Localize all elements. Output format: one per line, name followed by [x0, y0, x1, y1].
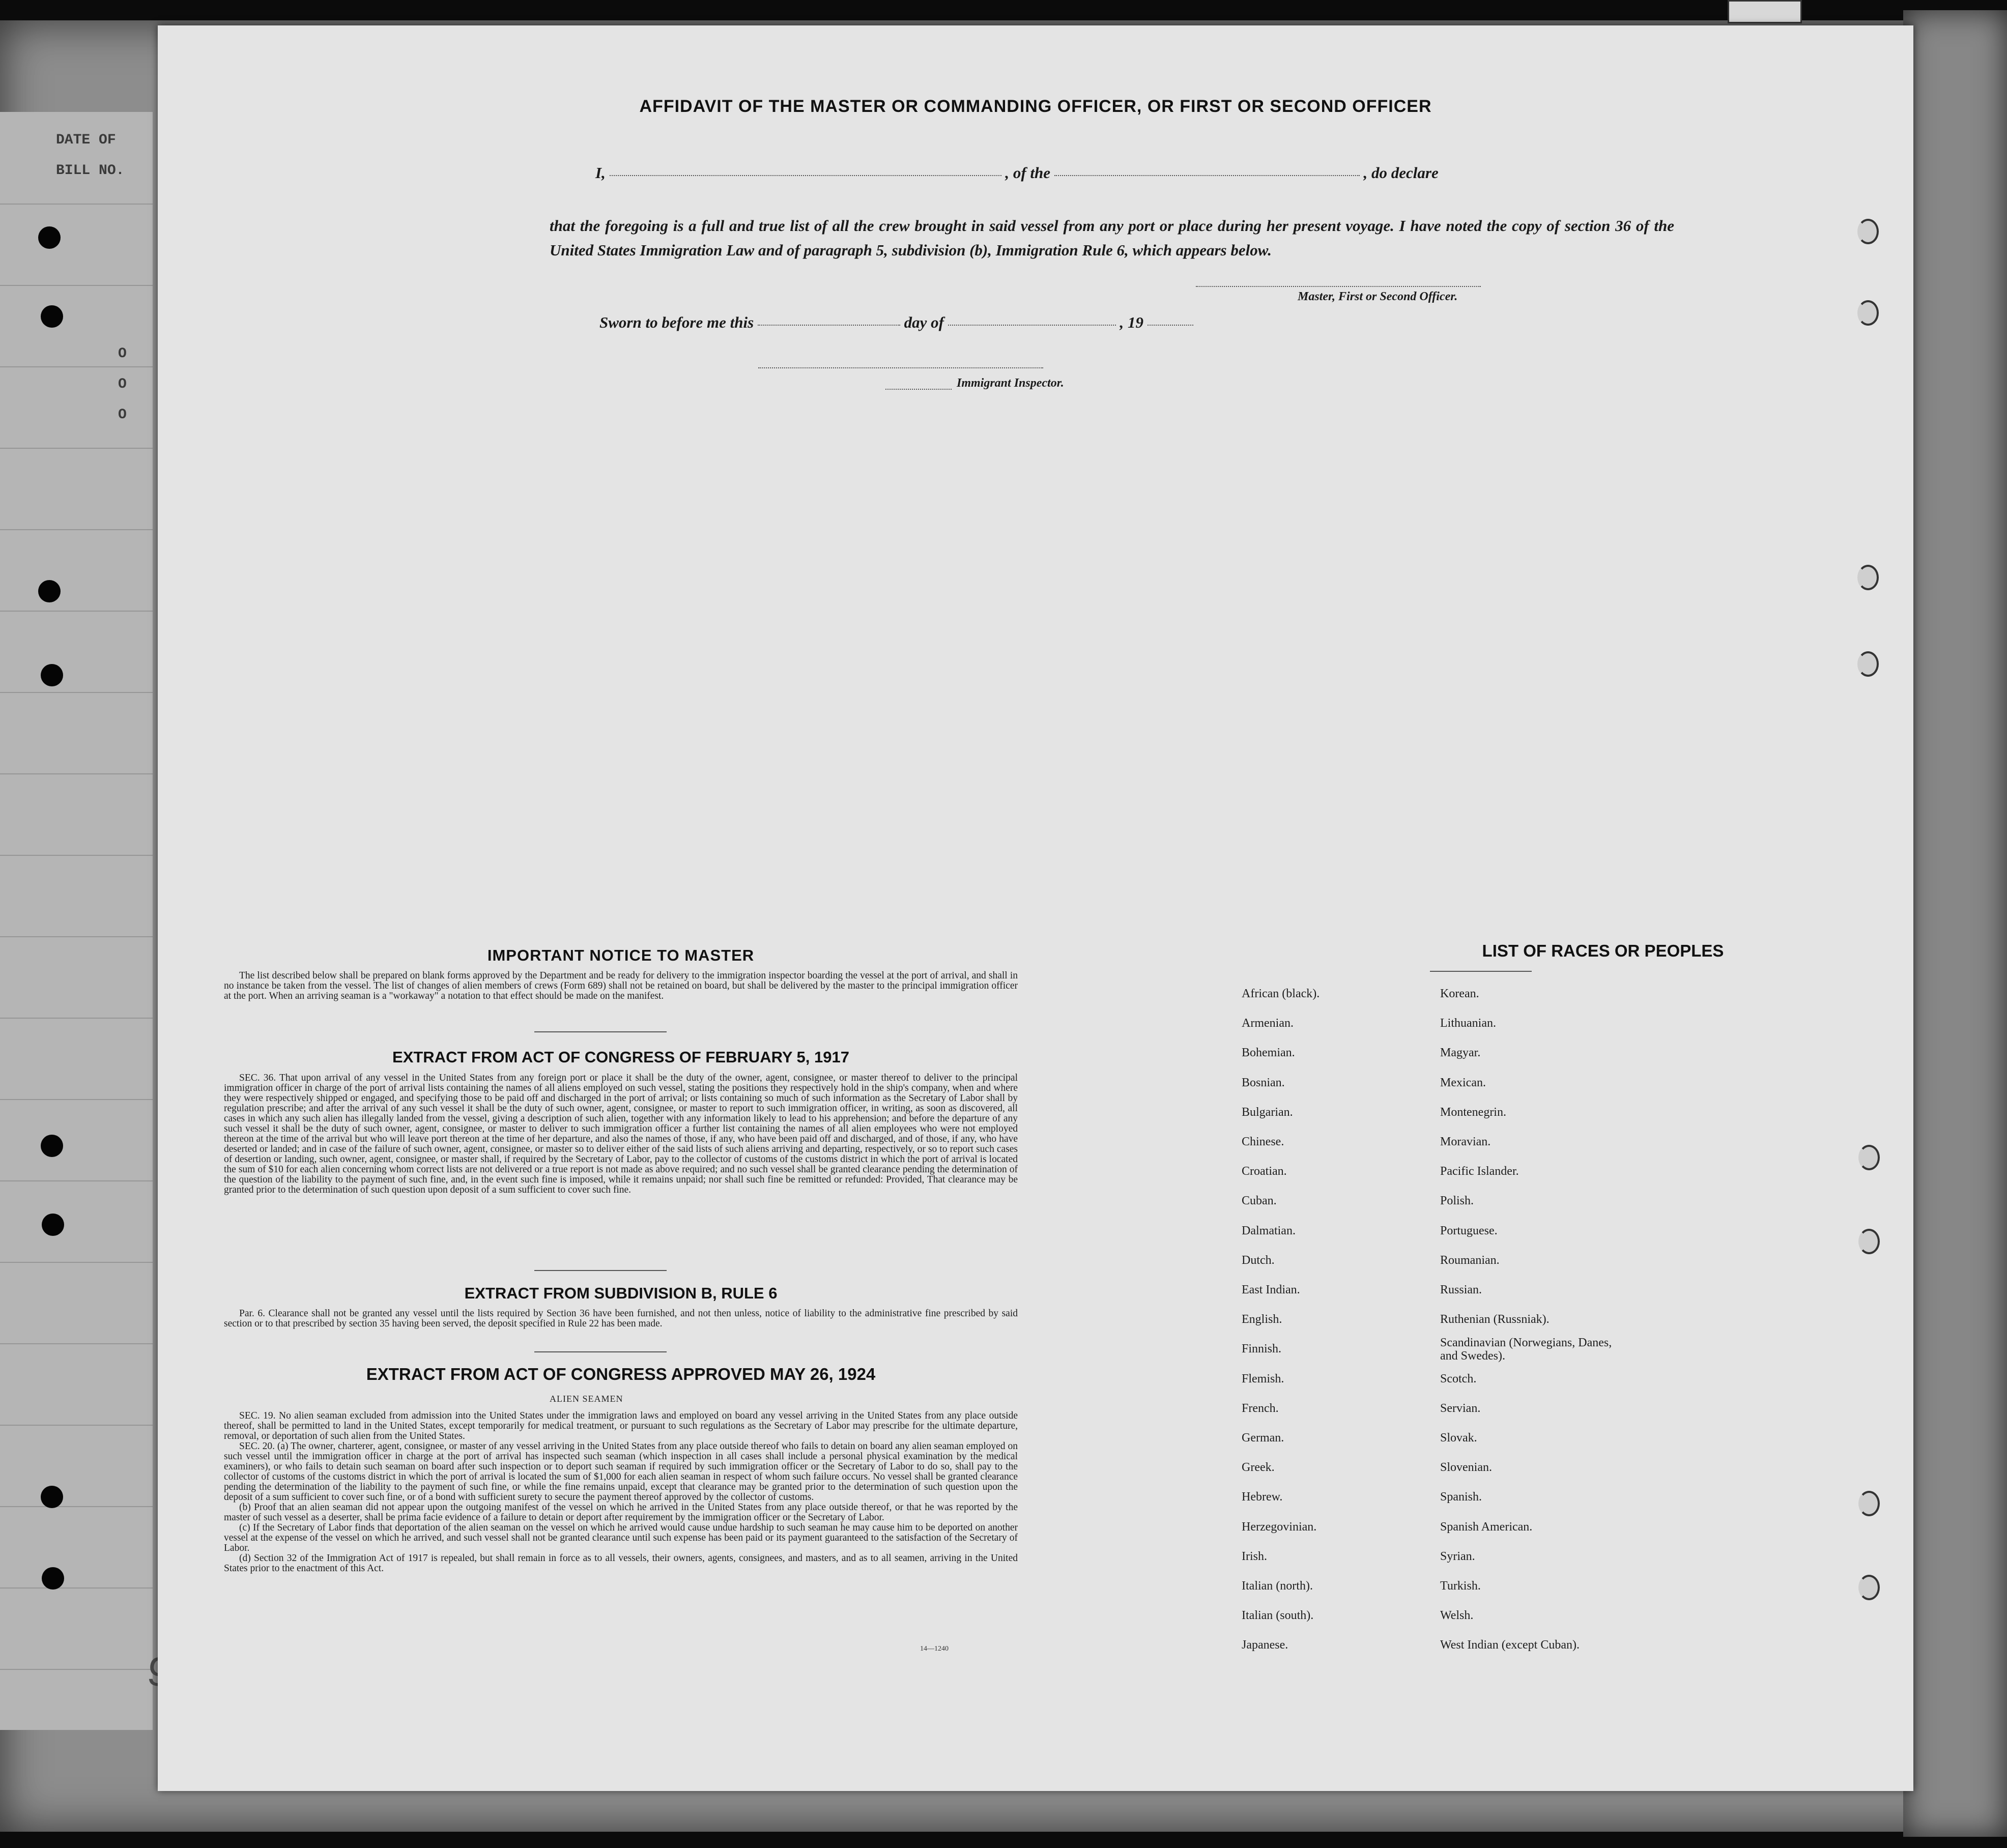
race-item: Ruthenian (Russniak).: [1440, 1313, 1550, 1326]
race-item: Bohemian.: [1242, 1046, 1295, 1060]
punch-hole: [42, 1214, 64, 1236]
race-item: Hebrew.: [1242, 1490, 1283, 1504]
race-item: Finnish.: [1242, 1342, 1282, 1356]
affidavit-first-line: [595, 164, 1439, 182]
race-item: Mexican.: [1440, 1076, 1486, 1089]
sworn-year-blank[interactable]: [1148, 323, 1193, 326]
notice-paragraph: The list described below shall be prepared on blank forms approved by the Department and be ready for delivery to the immigration inspector boarding the vessel at the port of arrival, and shall in no instance be taken from the vessel. The list of changes of alien members of crews (Form 689) shall not be retained on board, but shall be delivered by the master to the principal immigration officer at the port. When an arriving seaman is a "workaway" a notation to that effect should be made on the manifest.: [224, 970, 1018, 1001]
left-adjacent-page: [0, 112, 153, 1730]
right-punch-hole: [1858, 1229, 1880, 1254]
right-adjacent-page: [1903, 10, 2007, 1837]
inspector-short-line: [885, 388, 952, 390]
punch-hole: [38, 226, 61, 249]
race-item: Herzegovinian.: [1242, 1520, 1317, 1534]
sec-20c-paragraph: (c) If the Secretary of Labor finds that deportation of the alien seaman on the vessel on which he arrived would cause undue hardship to such seaman he may cause him to be deported on another vessel at the expense of the vessel on which he arrived, and such vessel shall not be granted clearance until such expense has been paid or its payment guaranteed to the satisfaction of the Secretary of Labor.: [224, 1522, 1018, 1553]
race-item: East Indian.: [1242, 1283, 1300, 1296]
left-fragment-tick: O: [118, 346, 127, 362]
affidavit-title: AFFIDAVIT OF THE MASTER OR COMMANDING OFFICER, OR FIRST OR SECOND OFFICER: [639, 97, 1432, 116]
left-fragment-tick: O: [118, 407, 127, 423]
punch-hole: [41, 1135, 63, 1157]
race-item: Polish.: [1440, 1194, 1474, 1208]
race-item: Slovak.: [1440, 1431, 1477, 1445]
race-item: Italian (north).: [1242, 1579, 1313, 1593]
race-item: Servian.: [1440, 1401, 1481, 1415]
punch-hole: [42, 1567, 64, 1590]
rule6-title: EXTRACT FROM SUBDIVISION B, RULE 6: [464, 1284, 778, 1302]
race-item: Dutch.: [1242, 1253, 1275, 1267]
punch-hole: [41, 1486, 63, 1508]
right-punch-hole: [1858, 1491, 1880, 1516]
race-item: Montenegrin.: [1440, 1105, 1506, 1119]
section-divider: [534, 1031, 667, 1032]
punch-hole: [41, 305, 63, 328]
extract-1917-title: EXTRACT FROM ACT OF CONGRESS OF FEBRUARY 5, 1917: [392, 1048, 849, 1066]
race-item: Greek.: [1242, 1461, 1275, 1475]
race-item: Armenian.: [1242, 1017, 1294, 1030]
extract-1917-text: [224, 1073, 1018, 1195]
punch-hole: [41, 664, 63, 686]
right-punch-hole: [1858, 1145, 1880, 1170]
punch-hole: [38, 580, 61, 602]
race-item: Slovenian.: [1440, 1461, 1492, 1475]
race-item: Roumanian.: [1440, 1253, 1500, 1267]
manifest-page: [158, 25, 1913, 1791]
race-item: Portuguese.: [1440, 1224, 1498, 1237]
left-fragment-bill: BILL NO.: [56, 163, 125, 179]
notice-text: [224, 971, 1018, 1001]
race-item: Italian (south).: [1242, 1609, 1314, 1623]
affidavit-i: I,: [595, 164, 606, 182]
races-title: LIST OF RACES OR PEOPLES: [1482, 941, 1724, 960]
race-item: Scandinavian (Norwegians, Danes, and Swedes).: [1440, 1336, 1612, 1363]
race-item: African (black).: [1242, 987, 1320, 1000]
sec-19-paragraph: SEC. 19. No alien seaman excluded from admission into the United States under the immigration laws and employed on board any vessel arriving in the United States from any place outside thereof, shall be permitted to land in the United States, except temporarily for medical treatment, or pursuant to such regulations as the Secretary of Labor may prescribe for the ultimate departure, removal, or deportation of such alien from the United States.: [224, 1410, 1018, 1441]
race-item: Moravian.: [1440, 1135, 1491, 1148]
race-item: Russian.: [1440, 1283, 1482, 1296]
race-item: Japanese.: [1242, 1638, 1288, 1652]
inspector-signature-line[interactable]: [758, 366, 1043, 368]
vessel-blank[interactable]: [1054, 173, 1360, 176]
race-item: French.: [1242, 1401, 1279, 1415]
extract-1924-text: [224, 1411, 1018, 1574]
par-6-paragraph: Par. 6. Clearance shall not be granted any vessel until the lists required by Section 36 have been furnished, and not then unless, notice of liability to the administrative fine prescribed by said section or to that prescribed by section 35 having been served, the deposit specified in Rule 22 has been made.: [224, 1308, 1018, 1329]
master-signature-line[interactable]: [1196, 285, 1481, 287]
race-item: Dalmatian.: [1242, 1224, 1296, 1237]
affidavit-body: that the foregoing is a full and true list of all the crew brought in said vessel from any port or place during her present voyage. I have noted the copy of section 36 of the United States Immigration Law and of paragraph 5, subdivision (b), Immigration Rule 6, which appears below.: [550, 217, 1674, 259]
sworn-date-blank[interactable]: [758, 323, 900, 326]
sworn-prefix: Sworn to before me this: [599, 313, 754, 331]
affidavit-of-the: , of the: [1005, 164, 1051, 182]
sworn-month-blank[interactable]: [948, 323, 1116, 326]
race-item: Magyar.: [1440, 1046, 1481, 1060]
race-item: Bulgarian.: [1242, 1105, 1293, 1119]
sworn-line: [599, 313, 1193, 332]
sec-20a-paragraph: SEC. 20. (a) The owner, charterer, agent, consignee, or master of any vessel arriving in the United States from any place outside thereof who fails to detain on board any alien seaman employed on such vessel until the immigration officer in charge at the port of arrival has inspected such seaman (which inspection in all cases shall include a personal physical examination by the medical examiners), or who fails to detain such seaman on board after such inspection or to deport such seaman if required by such immigration officer or the Secretary of Labor to do so, shall pay to the collector of customs of the customs district in which the port of arrival is located the sum of $1,000 for each alien seaman in respect of whom such failure occurs. No vessel shall be granted clearance pending the determination of the liability to the payment of such fine, or while the fine remains unpaid, except that clearance may be granted prior to the determination of such question upon the deposit of a sum sufficient to cover such fine, or of a bond with sufficient surety to secure the payment thereof approved by the collector of customs.: [224, 1441, 1018, 1503]
race-item: Bosnian.: [1242, 1076, 1285, 1089]
left-fragment-tick: O: [118, 377, 127, 392]
race-item: Welsh.: [1440, 1609, 1474, 1623]
race-item: Lithuanian.: [1440, 1017, 1496, 1030]
race-item: Scotch.: [1440, 1372, 1477, 1385]
right-punch-hole: [1857, 565, 1879, 590]
section-divider: [534, 1351, 667, 1352]
left-fragment-date: DATE OF: [56, 132, 116, 148]
name-blank[interactable]: [610, 173, 1001, 176]
race-item: Spanish.: [1440, 1490, 1482, 1504]
race-item: Spanish American.: [1440, 1520, 1533, 1534]
section-36-paragraph: SEC. 36. That upon arrival of any vessel in the United States from any foreign port or place it shall be the duty of the owner, agent, consignee, or master thereof to deliver to the principal immigration officer in charge of the port of arrival lists containing the names of all aliens employed on such vessel, stating the positions they respectively hold in the ship's company, when and where they were respectively shipped or engaged, and specifying those to be paid off and discharged in the port of arrival; or lists containing so much of such information as the Secretary of Labor shall by regulation prescribe; and after the arrival of any such vessel it shall be the duty of such owner, agent, consignee, or master to report to such immigration officer, in writing, as soon as discovered, all cases in which any such alien has illegally landed from the vessel, giving a description of such alien, together with any information likely to lead to his apprehension; and before the departure of any such vessel it shall be the duty of such owner, agent, consignee, or master to deliver to such immigration officer a further list containing the names of all alien employees who were not employed thereon at the time of the arrival but who will leave port thereon at the time of her departure, and also the names of those, if any, who have been paid off and discharged, and of those, if any, who have deserted or landed; and in case of the failure of such owner, agent, consignee, or master so to deliver either of the said lists of such aliens arriving and departing, respectively, or so to report such cases of desertion or landing, such owner, agent, consignee, or master shall, if required by the Secretary of Labor, pay to the collector of customs of the customs district in which the port of arrival is located the sum of $10 for each alien concerning whom correct lists are not delivered or a true report is not made as above required; and no such vessel shall be granted clearance pending the determination of the question of the liability to the payment of such fine, and, in the event such fine is imposed, while it remains unpaid; nor shall such fine be remitted or refunded: Provided, That clearance may be granted prior to the determination of such question upon deposit of a sum sufficient to cover such fine.: [224, 1073, 1018, 1195]
alien-seamen-subtitle: ALIEN SEAMEN: [550, 1394, 623, 1404]
race-item: Syrian.: [1440, 1549, 1475, 1563]
races-divider: [1430, 971, 1532, 972]
race-item: Pacific Islander.: [1440, 1165, 1519, 1178]
race-item: Korean.: [1440, 987, 1479, 1000]
race-item: Irish.: [1242, 1549, 1267, 1563]
inspector-label: Immigrant Inspector.: [957, 377, 1064, 390]
race-item: Flemish.: [1242, 1372, 1284, 1385]
right-punch-hole: [1857, 300, 1879, 326]
sec-20d-paragraph: (d) Section 32 of the Immigration Act of 1917 is repealed, but shall remain in force as to all vessels, their owners, agents, consignees, and masters, and as to all seamen, arriving in the United States prior to the enactment of this Act.: [224, 1553, 1018, 1574]
race-item: West Indian (except Cuban).: [1440, 1638, 1580, 1652]
rule6-text: [224, 1309, 1018, 1329]
race-item: English.: [1242, 1313, 1282, 1326]
sworn-year-label: , 19: [1120, 313, 1143, 331]
affidavit-do-declare: , do declare: [1363, 164, 1439, 182]
race-item: Croatian.: [1242, 1165, 1287, 1178]
notice-title: IMPORTANT NOTICE TO MASTER: [487, 946, 755, 964]
sworn-day-label: day of: [904, 313, 944, 331]
binder-clip: [1728, 0, 1802, 23]
race-item: Cuban.: [1242, 1194, 1277, 1208]
form-number: 14—1240: [920, 1645, 949, 1653]
section-divider: [534, 1270, 667, 1271]
race-item: German.: [1242, 1431, 1284, 1445]
race-item: Turkish.: [1440, 1579, 1481, 1593]
right-punch-hole: [1858, 1575, 1880, 1600]
sec-20b-paragraph: (b) Proof that an alien seaman did not appear upon the outgoing manifest of the vessel on which he arrived in the United States from any place outside thereof, or that he was reported by the master of such vessel as a deserter, shall be prima facie evidence of a failure to detain or deport after requirement by the immigration officer or the Secretary of Labor.: [224, 1502, 1018, 1523]
race-item: Chinese.: [1242, 1135, 1284, 1148]
right-punch-hole: [1857, 651, 1879, 677]
right-punch-hole: [1857, 219, 1879, 244]
extract-1924-title: EXTRACT FROM ACT OF CONGRESS APPROVED MAY 26, 1924: [366, 1365, 876, 1383]
master-label: Master, First or Second Officer.: [1298, 290, 1458, 303]
